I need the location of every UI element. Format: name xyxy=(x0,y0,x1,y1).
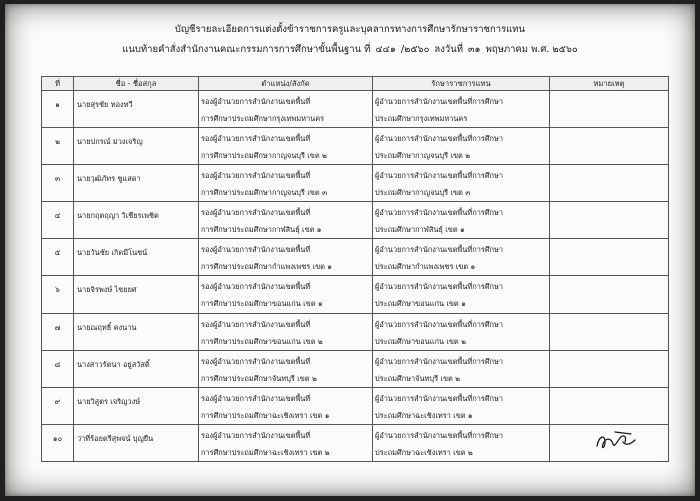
handwritten-initials xyxy=(593,428,641,454)
position-cell xyxy=(199,424,373,461)
person-name: นายกฤตฤญา วิเชียรเพชิต xyxy=(74,202,199,239)
row-number: ๗ xyxy=(42,313,74,350)
position-line-1: รองผู้อำนวยการสำนักงานเขตพื้นที่ xyxy=(201,393,311,403)
row-number: ๔ xyxy=(42,202,74,239)
person-name: ว่าที่ร้อยตรีสุพจน์ บุญยืน xyxy=(74,424,199,461)
acting-position-cell xyxy=(373,313,550,350)
acting-line-2: ประถมศึกษากรุงเทพมหานคร xyxy=(375,114,468,123)
position-line-2: การศึกษาประถมศึกษาจันทบุรี เขต ๒ xyxy=(201,373,317,383)
date-day: ๓๑ xyxy=(468,44,481,55)
acting-line-2: ประถมศึกษาฉะเชิงเทรา เขต ๒ xyxy=(375,447,473,457)
acting-position-cell xyxy=(373,128,550,165)
row-number: ๘ xyxy=(42,350,74,387)
acting-line-1: ผู้อำนวยการสำนักงานเขตพื้นที่การศึกษา xyxy=(375,208,504,218)
position-line-1: รองผู้อำนวยการสำนักงานเขตพื้นที่ xyxy=(201,282,311,292)
person-name: นายปกรณ์ ม่วงเจริญ xyxy=(74,128,199,165)
row-number: ๓ xyxy=(42,165,74,202)
order-number: ๔๔๑ xyxy=(375,44,396,55)
appointment-table xyxy=(41,76,669,462)
remarks-cell xyxy=(550,313,669,350)
table-row xyxy=(42,202,669,239)
row-number: ๒ xyxy=(42,128,74,165)
position-cell xyxy=(199,202,373,239)
acting-line-2: ประถมศึกษากาฬสินธุ์ เขต ๑ xyxy=(375,225,465,235)
acting-line-2: ประถมศึกษาจันทบุรี เขต ๒ xyxy=(375,373,461,383)
position-line-2: การศึกษาประถมศึกษาฉะเชิงเทรา เขต ๒ xyxy=(201,447,330,457)
acting-line-1: ผู้อำนวยการสำนักงานเขตพื้นที่การศึกษา xyxy=(375,97,504,106)
acting-position-cell xyxy=(373,239,550,276)
document-subtitle xyxy=(0,42,700,57)
acting-position-cell xyxy=(373,165,550,202)
position-line-2: การศึกษาประถมศึกษากาญจนบุรี เขต ๓ xyxy=(201,188,328,198)
row-number: ๑ xyxy=(42,91,74,128)
position-line-2: การศึกษาประถมศึกษากำแพงเพชร เขต ๑ xyxy=(201,262,332,272)
acting-position-cell xyxy=(373,350,550,387)
acting-line-1: ผู้อำนวยการสำนักงานเขตพื้นที่การศึกษา xyxy=(375,430,504,440)
position-cell xyxy=(199,387,373,424)
acting-position-cell xyxy=(373,387,550,424)
table-row xyxy=(42,165,669,202)
acting-line-2: ประถมศึกษาฉะเชิงเทรา เขต ๑ xyxy=(375,410,473,420)
position-line-1: รองผู้อำนวยการสำนักงานเขตพื้นที่ xyxy=(201,245,311,255)
acting-line-2: ประถมศึกษาขอนแก่น เขต ๑ xyxy=(375,299,466,309)
remarks-cell xyxy=(550,165,669,202)
document-title xyxy=(0,22,700,37)
table-header-row xyxy=(42,77,669,91)
table-row xyxy=(42,91,669,128)
remarks-cell xyxy=(550,387,669,424)
person-name: นายณฤทธิ์ คงนาน xyxy=(74,313,199,350)
remarks-cell xyxy=(550,91,669,128)
position-cell xyxy=(199,313,373,350)
acting-line-1: ผู้อำนวยการสำนักงานเขตพื้นที่การศึกษา xyxy=(375,282,504,292)
position-line-1: รองผู้อำนวยการสำนักงานเขตพื้นที่ xyxy=(201,319,311,329)
acting-line-2: ประถมศึกษาขอนแก่น เขต ๒ xyxy=(375,336,466,346)
header-number: ที่ xyxy=(42,77,74,91)
position-line-2: การศึกษาประถมศึกษากาฬสินธุ์ เขต ๑ xyxy=(201,225,322,235)
position-cell xyxy=(199,128,373,165)
remarks-cell xyxy=(550,239,669,276)
table-row xyxy=(42,350,669,387)
date-month-year: พฤษภาคม พ.ศ. ๒๕๖๐ xyxy=(485,44,578,55)
acting-line-1: ผู้อำนวยการสำนักงานเขตพื้นที่การศึกษา xyxy=(375,245,504,255)
acting-position-cell xyxy=(373,202,550,239)
acting-line-2: ประถมศึกษากำแพงเพชร เขต ๑ xyxy=(375,262,476,272)
acting-line-1: ผู้อำนวยการสำนักงานเขตพื้นที่การศึกษา xyxy=(375,171,504,181)
table-row xyxy=(42,387,669,424)
table-row xyxy=(42,276,669,313)
table-row xyxy=(42,424,669,461)
order-reference-label: แนบท้ายคำสั่งสำนักงานคณะกรรมการการศึกษาขั้นพื้นฐาน ที่ xyxy=(122,44,371,55)
table-row xyxy=(42,313,669,350)
position-cell xyxy=(199,350,373,387)
person-name: นายวันชัย เกิดมีโนชน์ xyxy=(74,239,199,276)
date-label: ลงวันที่ xyxy=(434,44,463,55)
acting-line-1: ผู้อำนวยการสำนักงานเขตพื้นที่การศึกษา xyxy=(375,393,504,403)
acting-line-2: ประถมศึกษากาญจนบุรี เขต ๒ xyxy=(375,151,471,161)
person-name: นายสุรชัย ทองทวี xyxy=(74,91,199,128)
row-number: ๕ xyxy=(42,239,74,276)
position-line-1: รองผู้อำนวยการสำนักงานเขตพื้นที่ xyxy=(201,134,311,144)
position-cell xyxy=(199,91,373,128)
title-line-1: บัญชีรายละเอียดการแต่งตั้งข้าราชการครูและบุคลากรทางการศึกษารักษาราชการแทน xyxy=(174,24,526,35)
person-name: นายจิรพงษ์ ไชยยศ xyxy=(74,276,199,313)
row-number: ๖ xyxy=(42,276,74,313)
header-position: ตำแหน่ง/สังกัด xyxy=(199,77,373,91)
acting-position-cell xyxy=(373,91,550,128)
position-line-1: รองผู้อำนวยการสำนักงานเขตพื้นที่ xyxy=(201,97,311,106)
remarks-cell xyxy=(550,128,669,165)
position-line-2: การศึกษาประถมศึกษาฉะเชิงเทรา เขต ๑ xyxy=(201,410,330,420)
row-number: ๙ xyxy=(42,387,74,424)
remarks-cell xyxy=(550,350,669,387)
person-name: นายวุฒิภัทร ชูแสดา xyxy=(74,165,199,202)
acting-line-2: ประถมศึกษากาญจนบุรี เขต ๓ xyxy=(375,188,471,198)
person-name: นายวิสูตร เจริญวงษ์ xyxy=(74,387,199,424)
position-cell xyxy=(199,239,373,276)
row-number: ๑๐ xyxy=(42,424,74,461)
remarks-cell xyxy=(550,276,669,313)
position-line-1: รองผู้อำนวยการสำนักงานเขตพื้นที่ xyxy=(201,171,311,181)
remarks-cell xyxy=(550,202,669,239)
position-cell xyxy=(199,165,373,202)
position-line-1: รองผู้อำนวยการสำนักงานเขตพื้นที่ xyxy=(201,430,311,440)
acting-position-cell xyxy=(373,276,550,313)
acting-position-cell xyxy=(373,424,550,461)
header-remarks: หมายเหตุ xyxy=(550,77,669,91)
order-year: /๒๕๖๐ xyxy=(400,44,430,55)
position-line-2: การศึกษาประถมศึกษาขอนแก่น เขต ๒ xyxy=(201,336,323,346)
position-line-1: รองผู้อำนวยการสำนักงานเขตพื้นที่ xyxy=(201,356,311,366)
position-line-1: รองผู้อำนวยการสำนักงานเขตพื้นที่ xyxy=(201,208,311,218)
table-row xyxy=(42,239,669,276)
acting-line-1: ผู้อำนวยการสำนักงานเขตพื้นที่การศึกษา xyxy=(375,134,504,144)
header-name: ชื่อ - ชื่อสกุล xyxy=(74,77,199,91)
position-line-2: การศึกษาประถมศึกษาขอนแก่น เขต ๑ xyxy=(201,299,323,309)
acting-line-1: ผู้อำนวยการสำนักงานเขตพื้นที่การศึกษา xyxy=(375,319,504,329)
acting-line-1: ผู้อำนวยการสำนักงานเขตพื้นที่การศึกษา xyxy=(375,356,504,366)
position-line-2: การศึกษาประถมศึกษากรุงเทพมหานคร xyxy=(201,114,325,123)
table-row xyxy=(42,128,669,165)
position-line-2: การศึกษาประถมศึกษากาญจนบุรี เขต ๒ xyxy=(201,151,327,161)
person-name: นางสาวรัตนา อยู่สวัสดิ์ xyxy=(74,350,199,387)
position-cell xyxy=(199,276,373,313)
header-acting-as: รักษาราชการแทน xyxy=(373,77,550,91)
